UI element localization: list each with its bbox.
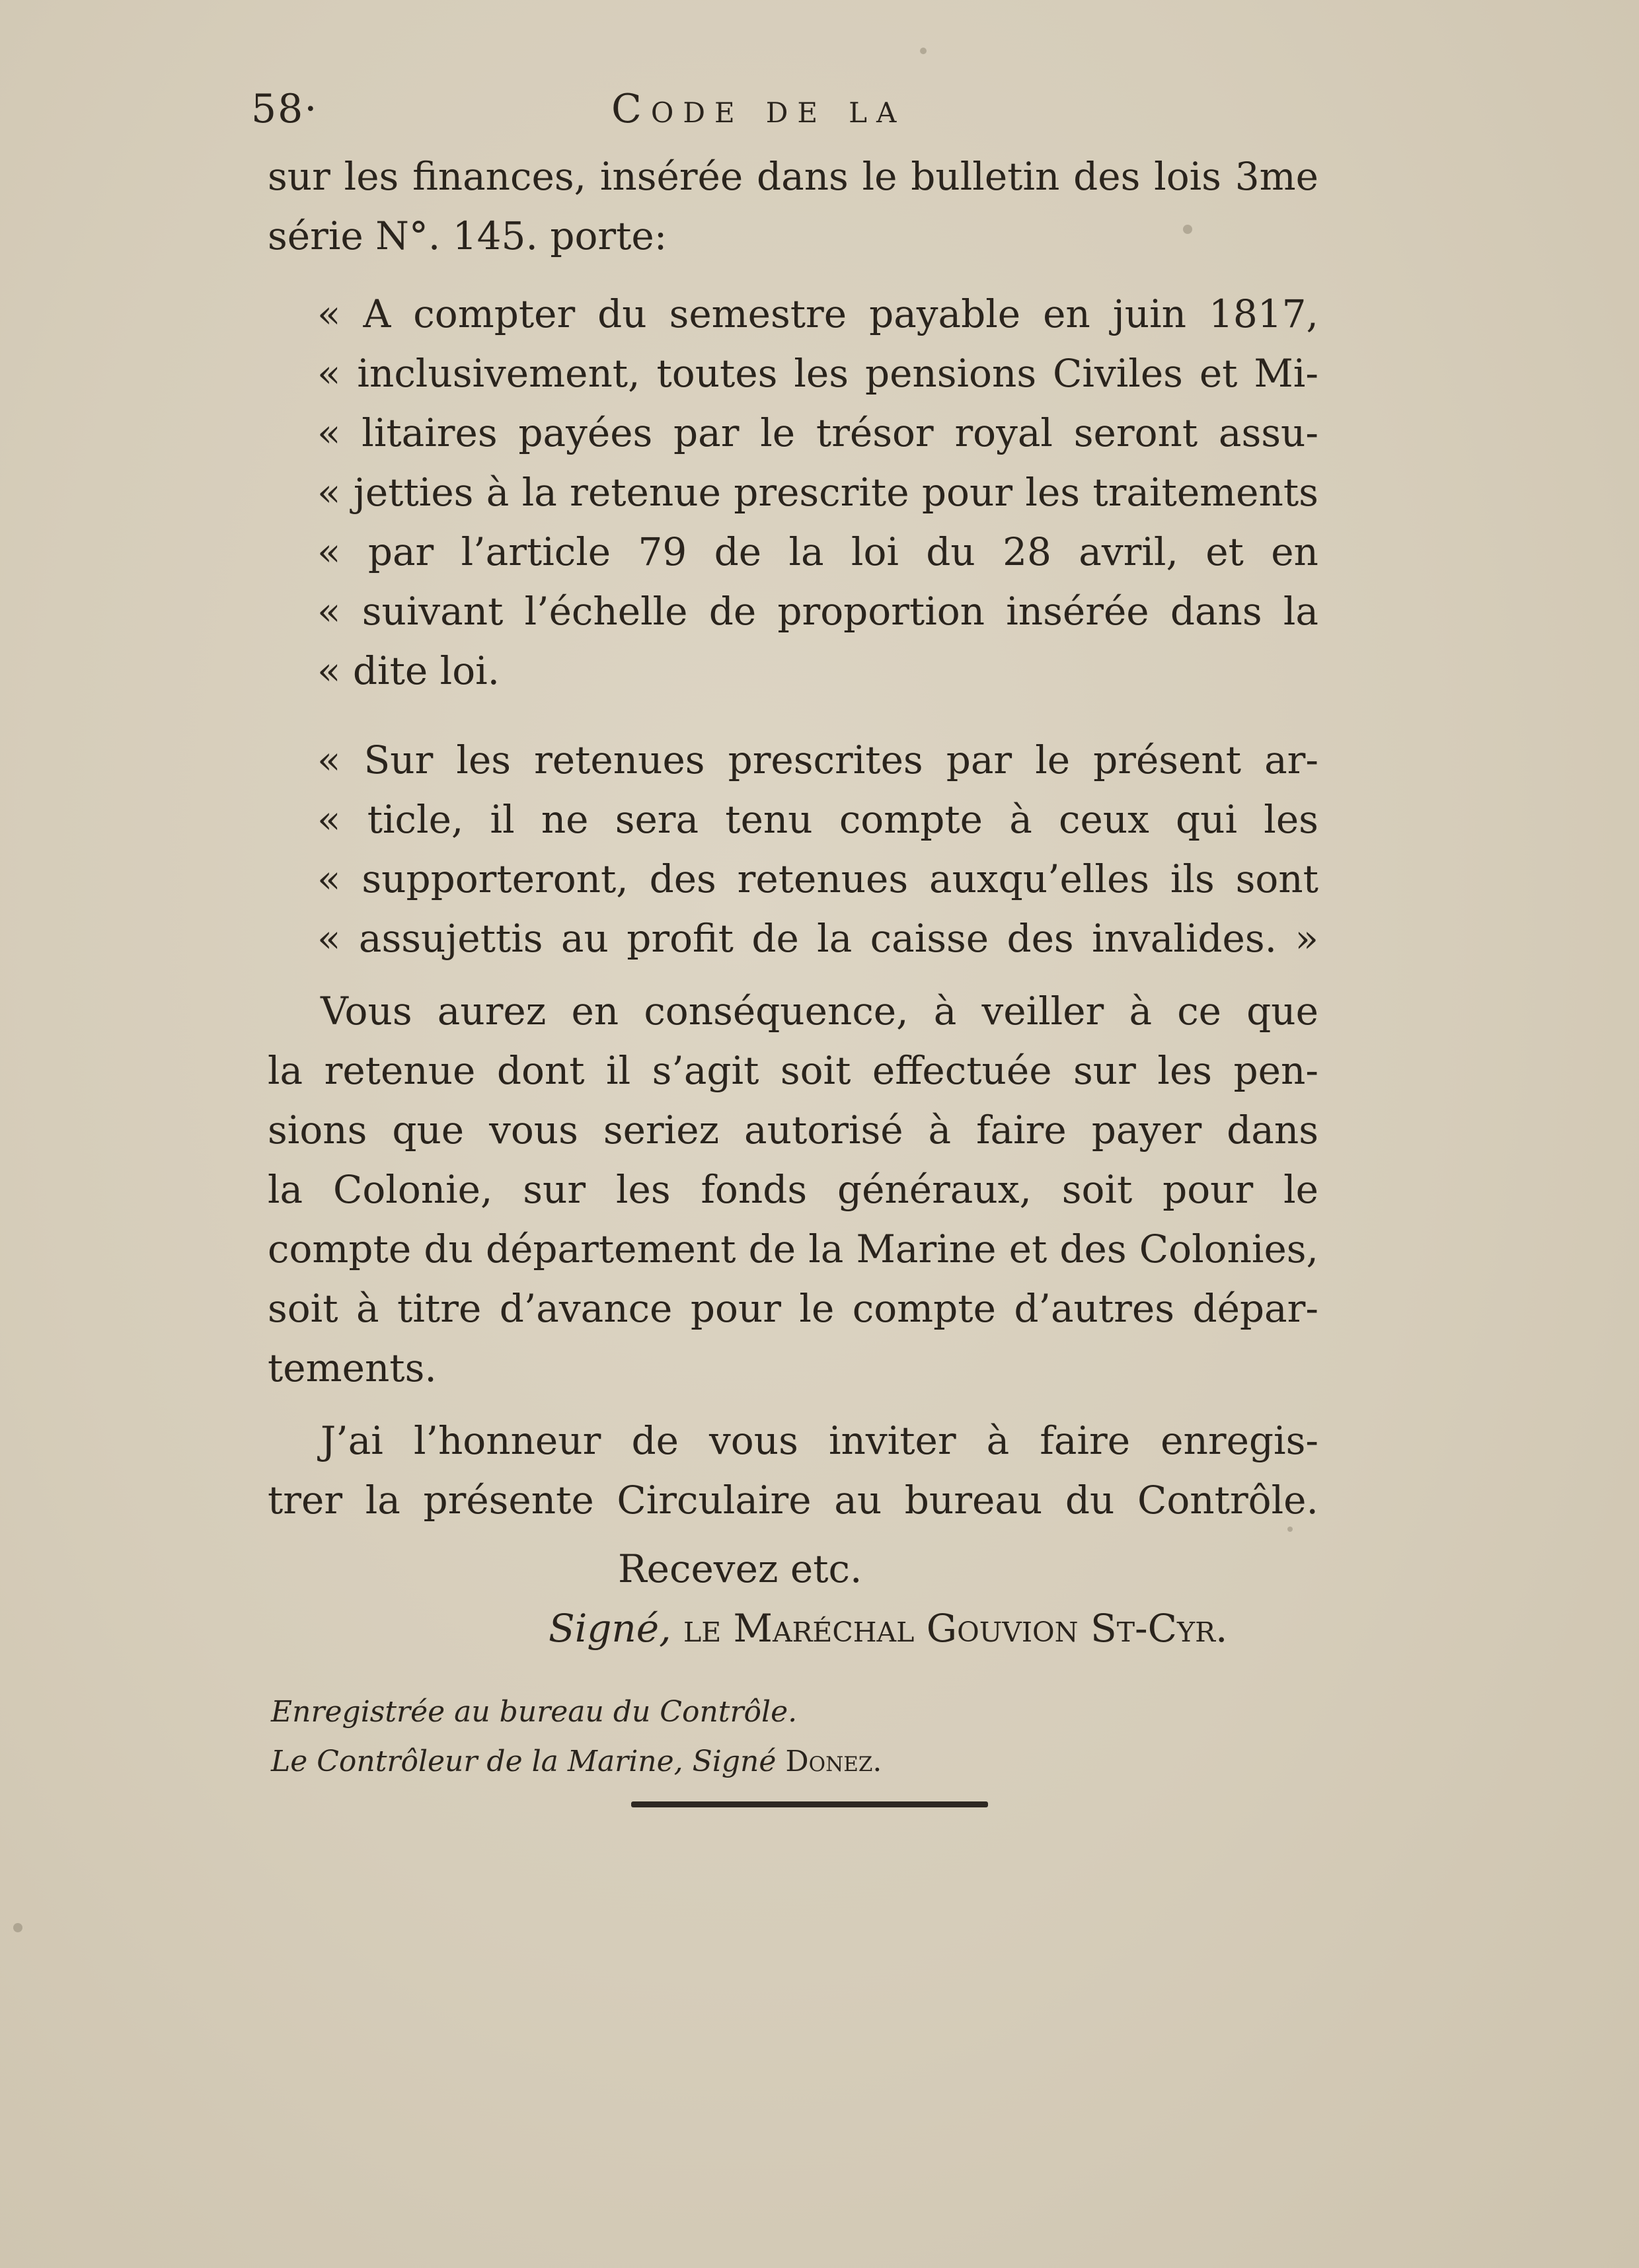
word: Marine	[856, 1227, 997, 1271]
word: sera	[615, 797, 699, 842]
word: autorisé	[744, 1108, 903, 1153]
word: par	[946, 737, 1012, 782]
word: les	[1025, 470, 1081, 515]
word: retenues	[534, 737, 705, 782]
word: avril,	[1079, 529, 1178, 574]
word: «	[317, 737, 341, 782]
word: sur	[268, 154, 330, 199]
word: dans	[1227, 1108, 1318, 1153]
word: ne	[541, 797, 589, 842]
word: Mi-	[1254, 351, 1318, 396]
word: Colonies,	[1139, 1227, 1318, 1271]
text-line	[317, 730, 1318, 790]
word: 3me	[1235, 154, 1318, 199]
word: 79	[638, 529, 687, 574]
word: profit	[627, 916, 734, 961]
controller-name: Donez.	[785, 1745, 882, 1778]
word: «	[317, 856, 341, 901]
word: trésor	[816, 410, 934, 455]
word: soit	[780, 1048, 851, 1093]
word: payable	[869, 291, 1021, 336]
word: titre	[397, 1286, 482, 1331]
word: «	[317, 470, 341, 515]
word: qui	[1176, 797, 1238, 842]
word: pensions	[864, 351, 1037, 396]
word: la	[817, 916, 853, 961]
word: traitements	[1092, 470, 1318, 515]
text-line	[268, 1279, 1318, 1338]
word: «	[317, 916, 341, 961]
word: des	[1059, 1227, 1127, 1271]
text-line	[317, 284, 1318, 344]
word: au	[560, 916, 609, 961]
text-line	[268, 1411, 1318, 1470]
controller-note-text: Le Contrôleur de la Marine, Signé	[271, 1745, 777, 1778]
word: le	[1283, 1167, 1318, 1212]
word: du	[424, 1227, 473, 1271]
word: ceux	[1058, 797, 1149, 842]
word: pour	[1163, 1167, 1254, 1212]
word: payer	[1091, 1108, 1202, 1153]
text-line: « dite loi.	[317, 648, 500, 693]
intro-paragraph	[268, 147, 1318, 266]
word: et	[1205, 529, 1244, 574]
paper-speck	[13, 1923, 22, 1932]
word: soit	[268, 1286, 338, 1331]
word: «	[317, 410, 341, 455]
closing-rule	[631, 1801, 988, 1807]
word: et	[1009, 1227, 1048, 1271]
word: le	[799, 1286, 835, 1331]
word: vous	[489, 1108, 578, 1153]
word: prescrite	[734, 470, 909, 515]
quoted-article-part-1	[317, 284, 1318, 700]
word: pour	[921, 470, 1013, 515]
text-line	[268, 147, 1318, 206]
text-line	[317, 790, 1318, 849]
word: la	[268, 1167, 303, 1212]
word: fonds	[701, 1167, 808, 1212]
word: compte	[268, 1227, 412, 1271]
word: sions	[268, 1108, 367, 1153]
word: l’honneur	[413, 1418, 601, 1463]
word: du	[1065, 1478, 1115, 1523]
word: dont	[496, 1048, 585, 1093]
word: au	[834, 1478, 882, 1523]
word: auxqu’elles	[929, 856, 1150, 901]
word: jetties	[353, 470, 474, 515]
word: la	[788, 529, 824, 574]
signatory-name: le Maréchal Gouvion St-Cyr.	[683, 1606, 1228, 1651]
word: dans	[1170, 589, 1262, 634]
word: Colonie,	[332, 1167, 493, 1212]
page-number: 58·	[251, 86, 319, 132]
text-line: tements.	[268, 1345, 437, 1390]
paragraph-instructions	[268, 981, 1318, 1398]
word: enregis-	[1161, 1418, 1318, 1463]
word: du	[597, 291, 647, 336]
word: royal	[954, 410, 1053, 455]
word: en	[1043, 291, 1090, 336]
word: toutes	[656, 351, 778, 396]
word: sur	[523, 1167, 586, 1212]
word: le	[1035, 737, 1071, 782]
word: ticle,	[367, 797, 464, 842]
word: par	[367, 529, 434, 574]
word: seront	[1073, 410, 1198, 455]
word: Vous	[321, 989, 412, 1034]
word: faire	[1040, 1418, 1131, 1463]
word: effectuée	[872, 1048, 1052, 1093]
word: par	[673, 410, 740, 455]
word: suivant	[362, 589, 504, 634]
page-header	[251, 86, 1071, 139]
word: l’échelle	[524, 589, 688, 634]
word: de	[751, 916, 799, 961]
text-line	[317, 909, 1318, 968]
word: ils	[1170, 856, 1215, 901]
word: d’avance	[499, 1286, 673, 1331]
word: invalides.	[1092, 916, 1277, 961]
word: «	[317, 797, 341, 842]
word: les	[1157, 1048, 1213, 1093]
text-line	[317, 344, 1318, 403]
word: compte	[839, 797, 983, 842]
word: la	[365, 1478, 400, 1523]
registration-note: Enregistrée au bureau du Contrôle.	[271, 1695, 798, 1729]
word: du	[926, 529, 975, 574]
word: des	[1073, 154, 1141, 199]
word: dépar-	[1192, 1286, 1318, 1331]
word: J’ai	[321, 1418, 383, 1463]
word: à	[1129, 989, 1153, 1034]
word: juin	[1112, 291, 1186, 336]
word: retenues	[737, 856, 909, 901]
word: le	[760, 410, 796, 455]
word: en	[1271, 529, 1318, 574]
word: sur	[1073, 1048, 1136, 1093]
word: sont	[1235, 856, 1318, 901]
quoted-article-part-2	[317, 730, 1318, 968]
word: ar-	[1264, 737, 1318, 782]
word: aurez	[437, 989, 547, 1034]
word: de	[748, 1227, 796, 1271]
word: à	[933, 989, 957, 1034]
word: le	[862, 154, 897, 199]
text-line	[268, 1100, 1318, 1160]
word: bureau	[904, 1478, 1043, 1523]
word: ce	[1177, 989, 1221, 1034]
word: présente	[423, 1478, 594, 1523]
word: inviter	[828, 1418, 956, 1463]
word: pen-	[1233, 1048, 1318, 1093]
word: il	[606, 1048, 631, 1093]
word: à	[928, 1108, 952, 1153]
word: à	[486, 470, 510, 515]
word: les	[1264, 797, 1318, 842]
text-line	[317, 849, 1318, 909]
word: la	[521, 470, 557, 515]
text-line	[268, 1041, 1318, 1100]
word: des	[649, 856, 716, 901]
word: conséquence,	[644, 989, 909, 1034]
word: la	[1283, 589, 1318, 634]
word: assujettis	[358, 916, 543, 961]
word: les	[344, 154, 399, 199]
word: pour	[690, 1286, 781, 1331]
word: lois	[1154, 154, 1221, 199]
word: département	[485, 1227, 736, 1271]
word: »	[1295, 916, 1318, 961]
word: trer	[268, 1478, 343, 1523]
word: de	[708, 589, 757, 634]
word: retenue	[570, 470, 721, 515]
word: la	[268, 1048, 303, 1093]
word: insérée	[599, 154, 743, 199]
word: 1817,	[1208, 291, 1318, 336]
text-line	[268, 981, 1318, 1041]
word: l’article	[461, 529, 611, 574]
text-line	[317, 582, 1318, 641]
word: Contrôle.	[1137, 1478, 1318, 1523]
word: insérée	[1006, 589, 1149, 634]
word: veiller	[981, 989, 1104, 1034]
word: les	[456, 737, 512, 782]
controller-note	[271, 1745, 882, 1778]
signature-line	[549, 1606, 1227, 1651]
word: soit	[1061, 1167, 1133, 1212]
word: tenu	[725, 797, 813, 842]
word: bulletin	[911, 154, 1060, 199]
word: caisse	[870, 916, 989, 961]
text-line	[317, 403, 1318, 463]
paragraph-registration	[268, 1411, 1318, 1530]
text-line	[268, 1219, 1318, 1279]
word: Circulaire	[617, 1478, 812, 1523]
word: «	[317, 529, 341, 574]
word: proportion	[777, 589, 985, 634]
signed-prefix: Signé,	[549, 1606, 671, 1651]
word: présent	[1093, 737, 1242, 782]
word: faire	[976, 1108, 1067, 1153]
word: compte	[852, 1286, 996, 1331]
word: Civiles	[1053, 351, 1183, 396]
text-line	[317, 463, 1318, 522]
word: il	[490, 797, 515, 842]
word: de	[714, 529, 762, 574]
word: des	[1007, 916, 1074, 961]
word: prescrites	[728, 737, 923, 782]
word: «	[317, 351, 341, 396]
word: à	[356, 1286, 379, 1331]
word: seriez	[603, 1108, 720, 1153]
word: semestre	[669, 291, 847, 336]
salutation: Recevez etc.	[618, 1546, 862, 1591]
running-title: Code de la	[611, 86, 906, 132]
text-line	[317, 522, 1318, 582]
word: inclusivement,	[357, 351, 640, 396]
paper-speck	[920, 48, 927, 54]
word: dans	[756, 154, 849, 199]
word: payées	[518, 410, 653, 455]
word: généraux,	[837, 1167, 1032, 1212]
word: «	[317, 589, 341, 634]
text-line: série N°. 145. porte:	[268, 213, 667, 258]
word: retenue	[324, 1048, 476, 1093]
word: «	[317, 291, 341, 336]
word: supporteront,	[362, 856, 629, 901]
word: et	[1199, 351, 1238, 396]
word: finances,	[412, 154, 587, 199]
word: 28	[1003, 529, 1051, 574]
word: A	[363, 291, 391, 336]
word: la	[808, 1227, 844, 1271]
word: d’autres	[1014, 1286, 1174, 1331]
text-line	[268, 1470, 1318, 1530]
word: de	[631, 1418, 679, 1463]
word: à	[1009, 797, 1032, 842]
word: compter	[413, 291, 576, 336]
word: assu-	[1218, 410, 1318, 455]
word: Sur	[363, 737, 434, 782]
word: les	[615, 1167, 671, 1212]
text-line	[268, 1160, 1318, 1219]
word: les	[794, 351, 849, 396]
word: à	[986, 1418, 1010, 1463]
word: que	[392, 1108, 465, 1153]
word: en	[571, 989, 619, 1034]
word: litaires	[362, 410, 498, 455]
word: vous	[709, 1418, 798, 1463]
word: s’agit	[652, 1048, 759, 1093]
word: loi	[851, 529, 899, 574]
word: que	[1246, 989, 1318, 1034]
